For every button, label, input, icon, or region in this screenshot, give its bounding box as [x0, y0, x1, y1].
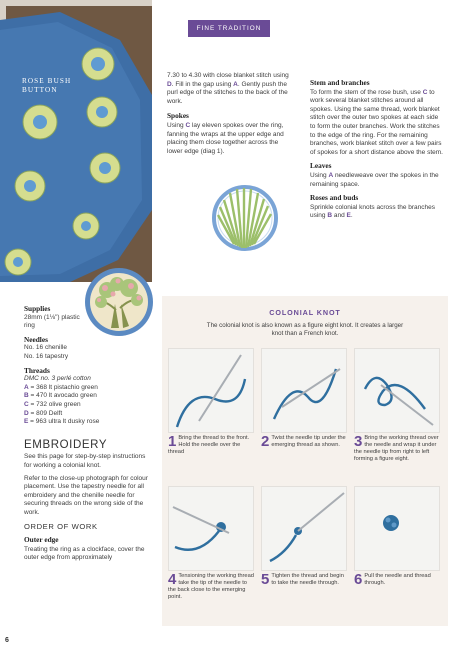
order-of-work-heading: ORDER OF WORK	[24, 522, 98, 532]
supplies-panel	[24, 305, 150, 635]
step-3-image	[354, 348, 440, 433]
text-run: Using	[167, 121, 186, 129]
step-4-caption	[168, 573, 254, 601]
page-number: 6	[5, 637, 9, 644]
stem-paragraph	[310, 89, 443, 158]
thread-key: A	[328, 171, 334, 179]
step-1-caption	[168, 435, 254, 456]
colonial-knot-intro: The colonial knot is also known as a figure eight knot. It creates a larger knot than a French knot.	[206, 322, 404, 337]
thread-key: D	[24, 409, 29, 417]
leaves-paragraph	[310, 172, 443, 189]
text-run: using	[273, 72, 289, 79]
supplies-heading: Supplies	[24, 304, 51, 313]
text-run: to work several blanket stitches around all spokes. Using the same thread, work blanket stitch over the outer two spokes at each side to form the outer branches. Work the stitches to the edge of the ring. For the remaining branches, work blanket stitch over a few pairs of spokes for a short distance above the stem.	[310, 88, 443, 156]
thread-key: C	[185, 121, 191, 129]
step-6-caption	[354, 573, 440, 587]
step-text: Tensioning the working thread take the tip of the needle to the back close to the emerging point.	[168, 573, 254, 600]
thread-text: = 963 ultra lt dusky rose	[28, 418, 100, 426]
step-4-image	[168, 486, 254, 571]
step-number: 4	[168, 571, 177, 588]
roses-paragraph	[310, 204, 443, 221]
step-2-caption	[261, 435, 347, 449]
text-run: To form the stem of the rose bush, use	[310, 88, 423, 96]
needle-item: No. 16 chenille	[24, 344, 67, 352]
outer-edge-heading: Outer edge	[24, 535, 59, 545]
thread-key: A	[233, 80, 238, 88]
text-run: and	[332, 212, 347, 220]
thread-key: E	[346, 212, 351, 220]
thread-key: D	[167, 80, 172, 88]
thread-text: = 470 lt avocado green	[28, 392, 97, 400]
right-column	[310, 79, 443, 221]
thread-text: = 809 Delft	[28, 409, 63, 417]
leaves-heading: Leaves	[310, 161, 332, 171]
middle-column	[167, 72, 293, 156]
thread-key: C	[24, 400, 29, 408]
photo-title-line1: ROSE BUSH	[22, 77, 72, 85]
photo-title-line2: BUTTON	[22, 86, 58, 94]
threads-intro: DMC no. 3 perlé cotton	[24, 375, 91, 383]
intro-paragraph	[167, 72, 293, 106]
thread-key: E	[24, 418, 29, 426]
thread-key: B	[327, 212, 333, 220]
section-tag: FINE TRADITION	[188, 20, 270, 37]
text-run: .	[350, 212, 353, 220]
thread-key: B	[24, 392, 29, 400]
colonial-knot-panel	[162, 296, 448, 626]
thread-item	[24, 401, 150, 410]
photo-title	[22, 77, 71, 95]
step-5-caption	[261, 573, 347, 587]
text-run: lay eleven spokes over the ring, fanning the wraps at the upper edge and placing them close together across the lower edge (diag 1).	[167, 121, 284, 155]
step-number: 3	[354, 433, 363, 450]
thread-key: A	[24, 383, 29, 391]
step-3-caption	[354, 435, 440, 463]
needles-heading: Needles	[24, 334, 48, 344]
embroidery-heading: EMBROIDERY	[24, 438, 108, 451]
outer-edge-paragraph: Treating the ring as a clockface, cover the outer edge from approximately	[24, 545, 145, 562]
embroidery-paragraph-1: See this page for step-by-step instructions for working a colonial knot.	[24, 453, 146, 469]
embroidery-paragraph-2: Refer to the close-up photograph for colour placement. Use the tapestry needle for all embroidery and the chenille needle for securing threads on the wrong side of the work.	[24, 474, 148, 516]
text-run: needleweave over the spokes in the remaining space.	[310, 171, 439, 188]
threads-heading: Threads	[24, 365, 50, 375]
thread-text: = 732 olive green	[28, 400, 81, 408]
text-run: 7.30 to 4.30 with close blanket stitch	[167, 72, 272, 79]
spokes-paragraph	[167, 122, 293, 156]
thread-item	[24, 384, 150, 393]
stem-heading: Stem and branches	[310, 78, 370, 87]
step-text: Pull the needle and thread through.	[364, 573, 431, 586]
colonial-knot-title: COLONIAL KNOT	[269, 308, 341, 317]
step-2-image	[261, 348, 347, 433]
step-5-image	[261, 486, 347, 571]
step-text: Tighten the thread and begin to take the needle through.	[271, 573, 344, 586]
step-number: 1	[168, 433, 177, 450]
supplies-text: 28mm (1⅛") plastic ring	[24, 313, 80, 330]
step-text: Bring the thread to the front. Hold the needle over the thread	[168, 435, 250, 455]
text-run: Using	[310, 171, 329, 179]
step-text: Bring the working thread over the needle and wrap it under the needle tip from right to left forming a figure eight.	[354, 435, 439, 462]
thread-item	[24, 410, 150, 419]
text-run: . Gently push the purl edge of the stitches to the back of the work.	[167, 80, 288, 105]
text-run: . Fill in the gap using	[171, 80, 234, 88]
step-text: Twist the needle tip under the emerging thread as shown.	[271, 435, 346, 448]
step-number: 2	[261, 433, 270, 450]
step-number: 5	[261, 571, 270, 588]
step-number: 6	[354, 571, 363, 588]
thread-item	[24, 392, 150, 401]
text-run: Sprinkle colonial knots across the branches using	[310, 203, 436, 220]
spokes-heading: Spokes	[167, 111, 189, 121]
step-1-image	[168, 348, 254, 433]
thread-text: = 368 lt pistachio green	[28, 383, 98, 391]
thread-item	[24, 418, 150, 427]
thread-key: C	[422, 88, 428, 96]
needle-item: No. 16 tapestry	[24, 352, 69, 360]
roses-heading: Roses and buds	[310, 193, 359, 203]
spokes-diagram	[210, 183, 280, 258]
step-6-image	[354, 486, 440, 571]
